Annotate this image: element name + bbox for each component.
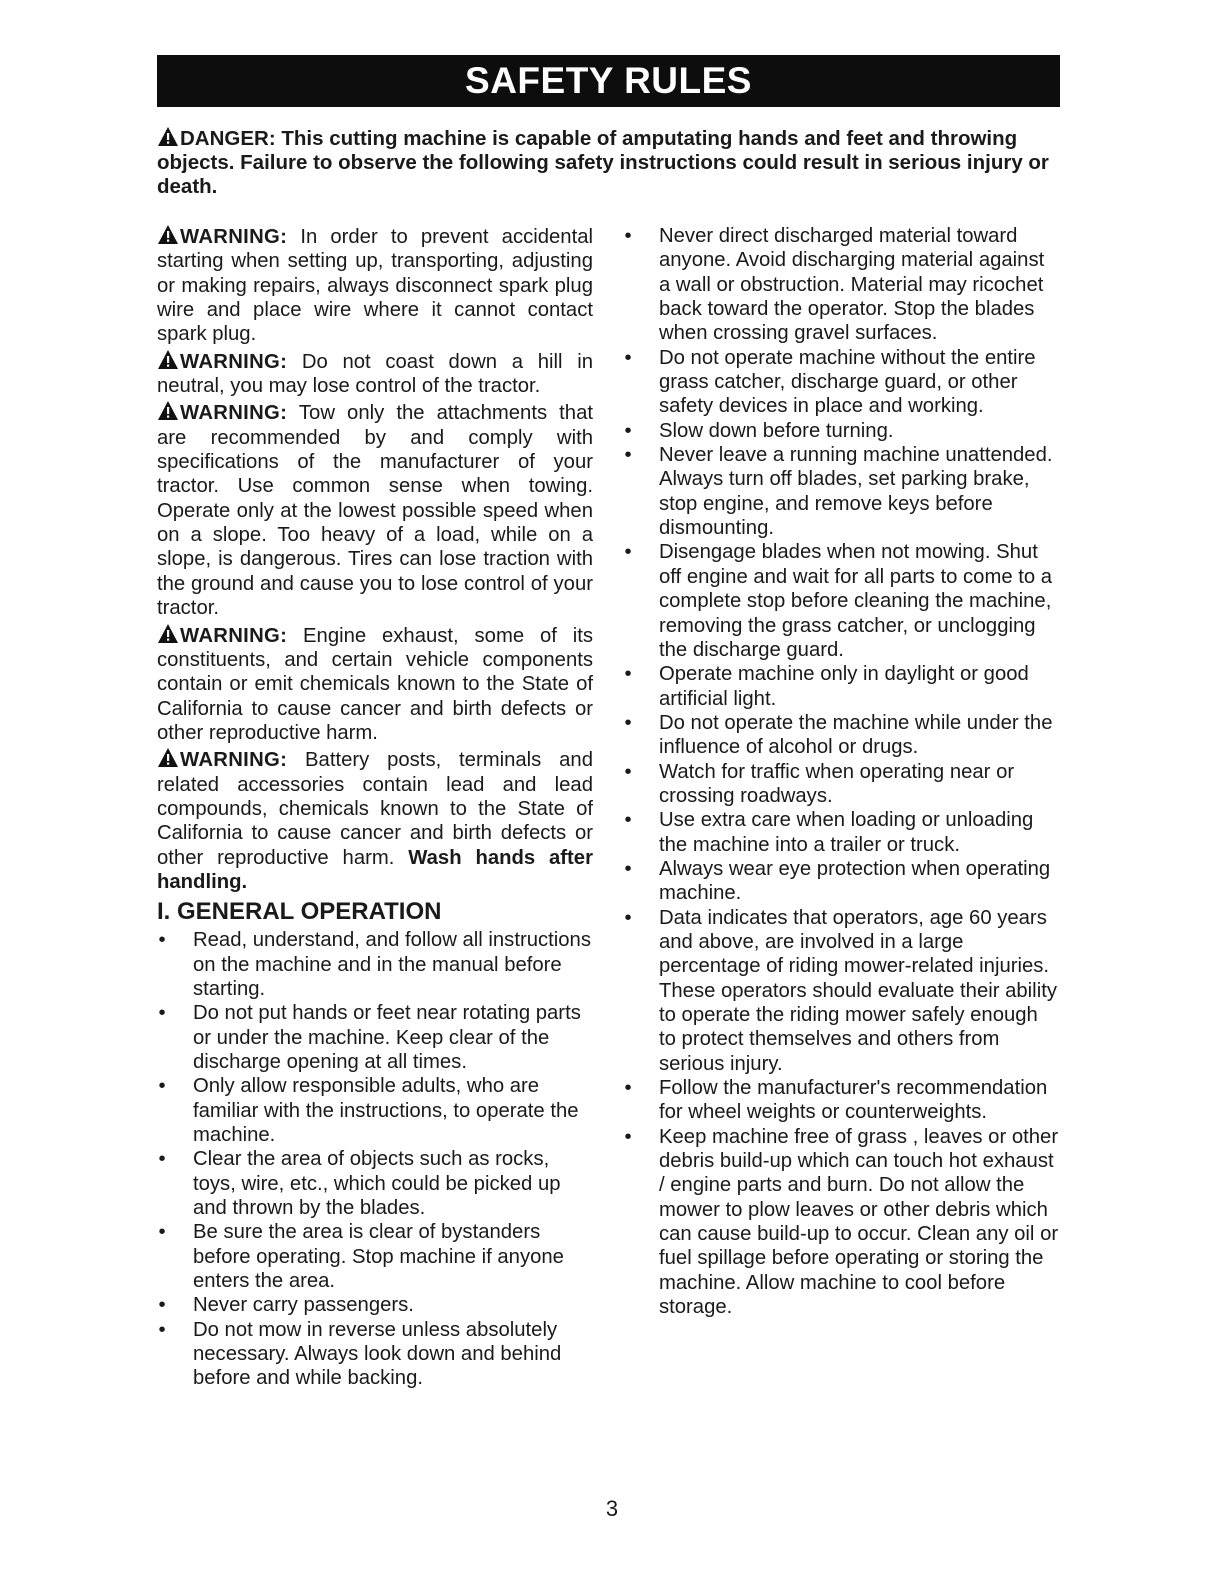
list-item-text: Follow the manufacturer's recommendation for wheel weights or counterweights. bbox=[659, 1077, 1048, 1124]
bullet-icon: • bbox=[158, 1075, 166, 1098]
warning-triangle-icon bbox=[157, 224, 179, 245]
warning-paragraph bbox=[157, 349, 593, 399]
list-item bbox=[623, 1076, 1060, 1125]
danger-notice bbox=[157, 126, 1060, 199]
bullet-icon: • bbox=[624, 444, 632, 467]
list-item-text: Do not operate machine without the entire grass catcher, discharge guard, or other safety devices in place and working. bbox=[659, 346, 1036, 418]
bullet-icon: • bbox=[158, 1221, 166, 1244]
warning-paragraph bbox=[157, 747, 593, 894]
list-item bbox=[623, 857, 1060, 906]
list-item-text: Clear the area of objects such as rocks, toys, wire, etc., which could be picked up and thrown by the blades. bbox=[193, 1148, 561, 1220]
warning-triangle-icon bbox=[157, 400, 179, 421]
warning-triangle-icon bbox=[157, 126, 179, 147]
list-item bbox=[623, 760, 1060, 809]
list-item bbox=[623, 419, 1060, 443]
list-item-text: Data indicates that operators, age 60 years and above, are involved in a large percentage of riding mower-related injuries. These operators should evaluate their ability to operate the riding mower safely enough to protect themselves and others from serious injury. bbox=[659, 906, 1057, 1075]
general-operation-list bbox=[157, 928, 593, 1391]
bullet-icon: • bbox=[624, 809, 632, 832]
bullet-icon: • bbox=[624, 663, 632, 686]
list-item bbox=[157, 1147, 593, 1220]
bullet-icon: • bbox=[158, 1318, 166, 1341]
bullet-icon: • bbox=[624, 1125, 632, 1148]
list-item-text: Do not put hands or feet near rotating parts or under the machine. Keep clear of the discharge opening at all times. bbox=[193, 1002, 581, 1073]
list-item bbox=[157, 1318, 593, 1391]
list-item-text: Slow down before turning. bbox=[659, 419, 894, 442]
warning-label: WARNING: bbox=[180, 749, 288, 772]
bullet-icon: • bbox=[158, 1148, 166, 1171]
list-item bbox=[623, 443, 1060, 540]
warning-bold-instruction: Wash hands after handling. bbox=[157, 846, 593, 893]
list-item-text: Watch for traffic when operating near or crossing roadways. bbox=[659, 760, 1015, 807]
list-item bbox=[157, 1074, 593, 1147]
list-item bbox=[623, 711, 1060, 760]
warning-text: In order to prevent accidental starting when setting up, transporting, adjusting or making repairs, always disconnect spark plug wire and place wire where it cannot contact spark plug. bbox=[157, 226, 593, 346]
page-title: SAFETY RULES bbox=[465, 60, 752, 101]
list-item-text: Be sure the area is clear of bystanders before operating. Stop machine if anyone enters the area. bbox=[193, 1221, 564, 1293]
list-item-text: Never leave a running machine unattended. Always turn off blades, set parking brake, stop engine, and remove keys before dismounting. bbox=[659, 444, 1053, 540]
warning-triangle-icon bbox=[157, 623, 179, 644]
warning-paragraph bbox=[157, 623, 593, 746]
right-column bbox=[623, 224, 1060, 1319]
bullet-icon: • bbox=[624, 225, 632, 247]
list-item bbox=[623, 224, 1060, 346]
danger-text: This cutting machine is capable of amputating hands and feet and throwing objects. Failure to observe the following safety instructions could result in serious injury or death. bbox=[157, 127, 1049, 198]
list-item bbox=[623, 662, 1060, 711]
page-number: 3 bbox=[605, 1496, 619, 1521]
safety-rules-list bbox=[623, 224, 1060, 1319]
list-item-text: Do not mow in reverse unless absolutely necessary. Always look down and behind before and while backing. bbox=[193, 1318, 562, 1390]
list-item bbox=[623, 1125, 1060, 1320]
list-item bbox=[157, 1220, 593, 1293]
bullet-icon: • bbox=[158, 1294, 166, 1317]
bullet-icon: • bbox=[158, 1002, 166, 1025]
bullet-icon: • bbox=[624, 346, 632, 369]
bullet-icon: • bbox=[624, 906, 632, 929]
warning-label: WARNING: bbox=[180, 624, 288, 647]
list-item-text: Operate machine only in daylight or good artificial light. bbox=[659, 663, 1029, 710]
warning-text: Battery posts, terminals and related accessories contain lead and lead compounds, chemicals known to the State of California to cause cancer and birth defects or other reproductive harm. bbox=[157, 749, 593, 869]
list-item-text: Use extra care when loading or unloading the machine into a trailer or truck. bbox=[659, 809, 1034, 856]
warning-triangle-icon bbox=[157, 349, 179, 370]
warning-label: WARNING: bbox=[180, 402, 288, 425]
list-item-text: Always wear eye protection when operating machine. bbox=[659, 857, 1051, 905]
list-item bbox=[157, 928, 593, 1001]
bullet-icon: • bbox=[158, 929, 166, 952]
bullet-icon: • bbox=[624, 760, 632, 783]
list-item-text: Do not operate the machine while under the influence of alcohol or drugs. bbox=[659, 711, 1053, 759]
danger-label: DANGER: bbox=[180, 127, 276, 150]
list-item bbox=[623, 808, 1060, 857]
list-item-text: Disengage blades when not mowing. Shut off engine and wait for all parts to come to a complete stop before cleaning the machine, removing the grass catcher, or unclogging the discharge guard. bbox=[659, 541, 1053, 661]
list-item-text: Only allow responsible adults, who are familiar with the instructions, to operate the machine. bbox=[193, 1075, 579, 1147]
list-item-text: Keep machine free of grass , leaves or other debris build-up which can touch hot exhaust / engine parts and burn. Do not allow the mower to plow leaves or other debris which can cause build-up to occur. Clean any oil or fuel spillage before operating or storing the machine. Allow machine to cool before storage. bbox=[659, 1125, 1059, 1319]
warning-paragraph bbox=[157, 224, 593, 347]
list-item bbox=[157, 1001, 593, 1074]
bullet-icon: • bbox=[624, 711, 632, 734]
warning-paragraph bbox=[157, 400, 593, 620]
section-heading: I. GENERAL OPERATION bbox=[157, 898, 442, 926]
bullet-icon: • bbox=[624, 1077, 632, 1100]
warning-label: WARNING: bbox=[180, 226, 288, 248]
list-item bbox=[623, 906, 1060, 1076]
warning-text: Tow only the attachments that are recommended by and comply with specifications of the manufacturer of your tractor. Use common sense when towing. Operate only at the lowest possible speed when on a slope. Too heavy of a load, while on a slope, is dangerous. Tires can lose traction with the ground and cause you to lose control of your tractor. bbox=[157, 402, 593, 620]
bullet-icon: • bbox=[624, 857, 632, 880]
page-title-banner bbox=[157, 55, 1060, 107]
bullet-icon: • bbox=[624, 541, 632, 564]
warning-text: Engine exhaust, some of its constituents, and certain vehicle components contain or emit chemicals known to the State of California to cause cancer and birth defects or other reproductive harm. bbox=[157, 624, 593, 744]
list-item bbox=[157, 1293, 593, 1317]
warning-label: WARNING: bbox=[180, 350, 288, 373]
list-item-text: Never carry passengers. bbox=[193, 1294, 414, 1317]
list-item bbox=[623, 540, 1060, 662]
list-item-text: Never direct discharged material toward anyone. Avoid discharging material against a wall or obstruction. Material may ricochet back toward the operator. Stop the blades when crossing gravel surfaces. bbox=[659, 225, 1045, 345]
bullet-icon: • bbox=[624, 419, 632, 442]
list-item bbox=[623, 346, 1060, 419]
left-column bbox=[157, 224, 593, 1391]
warning-text: Do not coast down a hill in neutral, you may lose control of the tractor. bbox=[157, 350, 593, 398]
warning-triangle-icon bbox=[157, 747, 179, 768]
list-item-text: Read, understand, and follow all instructions on the machine and in the manual before starting. bbox=[193, 929, 591, 1000]
